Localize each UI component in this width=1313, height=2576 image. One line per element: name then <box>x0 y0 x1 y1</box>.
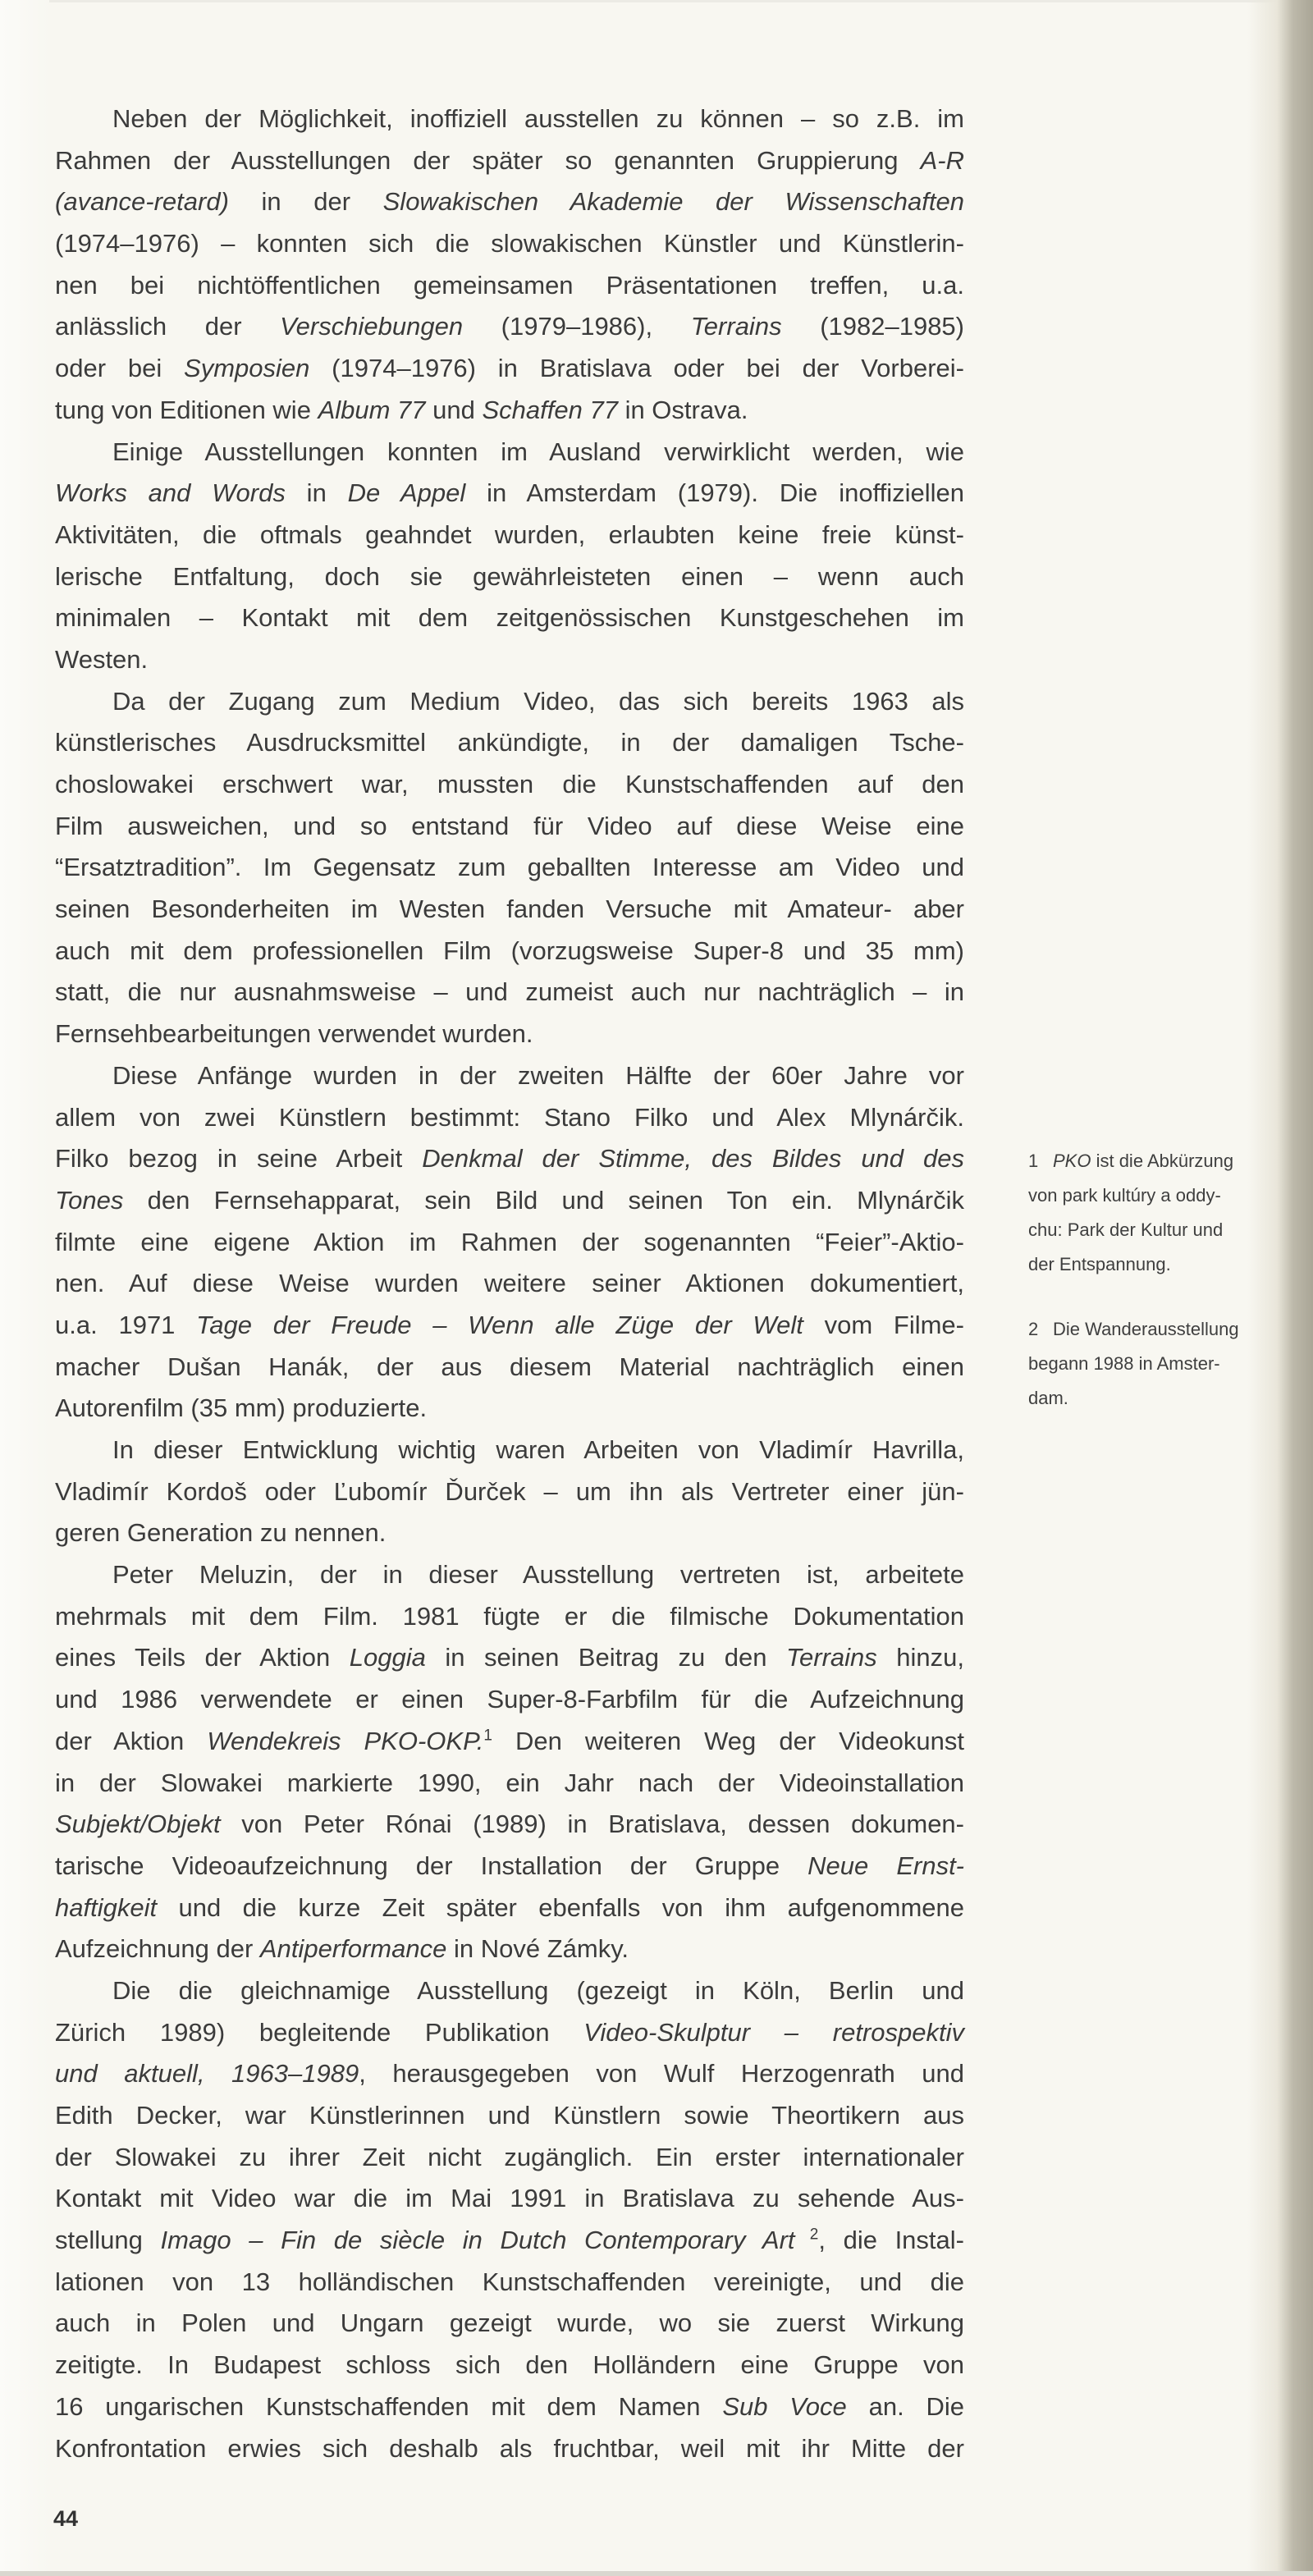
text-line <box>55 98 964 140</box>
text-line <box>55 972 964 1013</box>
text-run: Die Wanderausstellung <box>1053 1319 1239 1339</box>
text-run: mehrmals mit dem Film. 1981 fügte er die filmische Dokumentation <box>55 1601 964 1631</box>
text-run: Aktivitäten, die oftmals geahndet wurden, erlaubten keine freie künst- <box>55 519 964 549</box>
italic-text-run: Schaffen 77 <box>482 395 618 424</box>
text-run: in der Slowakei markierte 1990, ein Jahr nach der Videoinstallation <box>55 1768 964 1797</box>
italic-text-run: Works and Words <box>55 478 286 508</box>
paragraph <box>55 1430 964 1554</box>
text-run: (1979–1986), <box>463 312 691 341</box>
text-line <box>55 223 964 265</box>
italic-text-run: Tage der Freude – Wenn alle Züge der Welt <box>196 1310 803 1339</box>
text-run: in Nové Zámky. <box>446 1934 629 1964</box>
footnote-line <box>1028 1213 1291 1247</box>
text-line <box>55 2053 964 2095</box>
footnote-line <box>1028 1312 1291 1347</box>
text-line <box>55 1180 964 1222</box>
text-line <box>55 1138 964 1180</box>
text-run: 16 ungarischen Kunstschaffenden mit dem Namen <box>55 2391 723 2421</box>
text-run: filmte eine eigene Aktion im Rahmen der sogenannten “Feier”-Aktio- <box>55 1227 964 1256</box>
text-line <box>55 1804 964 1846</box>
italic-text-run: Video-Skulptur – retrospektiv <box>583 2017 964 2047</box>
italic-text-run: (avance-retard) <box>55 187 229 217</box>
italic-text-run: Denkmal der Stimme, des Bildes und des <box>422 1144 964 1174</box>
text-run: lerische Entfaltung, doch sie gewährleisteten einen – wenn auch <box>55 561 964 591</box>
text-line <box>55 515 964 556</box>
text-run: Einige Ausstellungen konnten im Ausland verwirklicht werden, wie <box>112 437 964 466</box>
text-run: Fernsehbearbeitungen verwendet wurden. <box>55 1019 533 1049</box>
text-line <box>55 265 964 307</box>
footnote-number: 1 <box>1028 1151 1039 1171</box>
text-line <box>55 1471 964 1513</box>
text-run: in Ostrava. <box>617 395 748 424</box>
text-line <box>55 764 964 806</box>
footnote-line <box>1028 1247 1291 1282</box>
text-run: von Peter Rónai (1989) in Bratislava, dessen dokumen- <box>220 1810 964 1839</box>
text-line <box>55 1970 964 2012</box>
text-line <box>55 1679 964 1721</box>
text-line <box>55 597 964 639</box>
text-line <box>55 847 964 889</box>
text-line <box>55 1637 964 1679</box>
italic-text-run: Loggia <box>349 1643 426 1672</box>
italic-text-run: Sub Voce <box>722 2391 847 2421</box>
text-run: in seinen Beitrag zu den <box>425 1643 786 1672</box>
footnote-line <box>1028 1178 1291 1213</box>
footnote-reference: 2 <box>794 2226 819 2244</box>
italic-text-run: A-R <box>920 145 964 175</box>
text-line <box>55 681 964 723</box>
text-run: Westen. <box>55 644 149 674</box>
text-line <box>55 556 964 598</box>
text-line <box>55 1347 964 1389</box>
text-run: tarische Videoaufzeichnung der Installation der Gruppe <box>55 1851 808 1880</box>
text-line <box>55 1263 964 1305</box>
footnote-line <box>1028 1347 1291 1381</box>
text-run: anlässlich der <box>55 312 281 341</box>
text-run: minimalen – Kontakt mit dem zeitgenössischen Kunstgeschehen im <box>55 603 964 633</box>
text-run: Peter Meluzin, der in dieser Ausstellung vertreten ist, arbeitete <box>112 1560 964 1590</box>
text-run: choslowakei erschwert war, mussten die Kunstschaffenden auf den <box>55 770 964 798</box>
text-run: Rahmen der Ausstellungen der später so genannten Gruppierung <box>55 145 921 175</box>
text-line <box>55 889 964 931</box>
text-line <box>55 2137 964 2179</box>
text-run: nen. Auf diese Weise wurden weitere seiner Aktionen dokumentiert, <box>55 1269 964 1298</box>
text-line <box>55 1554 964 1596</box>
text-run: Da der Zugang zum Medium Video, das sich bereits 1963 als <box>112 686 964 716</box>
text-run: Diese Anfänge wurden in der zweiten Hälfte der 60er Jahre vor <box>112 1060 964 1090</box>
paragraph <box>55 1970 964 2469</box>
italic-text-run: Neue Ernst- <box>807 1851 964 1880</box>
paragraph <box>55 98 964 432</box>
text-line <box>55 1430 964 1471</box>
footnote-line <box>1028 1381 1291 1416</box>
text-run: in <box>285 478 348 508</box>
text-run: und die kurze Zeit später ebenfalls von ihm aufgenommene <box>157 1892 964 1922</box>
italic-text-run: Subjekt/Objekt <box>55 1810 221 1839</box>
text-line <box>55 2012 964 2054</box>
text-line <box>55 2345 964 2386</box>
text-line <box>55 2095 964 2137</box>
footnote-line <box>1028 1144 1291 1178</box>
text-line <box>55 1388 964 1430</box>
text-run: geren Generation zu nennen. <box>55 1518 387 1548</box>
text-run: Neben der Möglichkeit, inoffiziell ausstellen zu können – so z.B. im <box>112 104 964 133</box>
text-line <box>55 390 964 432</box>
text-run: und <box>425 395 483 424</box>
text-line <box>55 348 964 390</box>
text-run: von park kultúry a oddy- <box>1028 1185 1221 1206</box>
text-run: der Aktion <box>55 1726 208 1755</box>
text-run: Kontakt mit Video war die im Mai 1991 in Bratislava zu sehende Aus- <box>55 2184 964 2213</box>
text-line <box>55 1763 964 1805</box>
page-bottom-edge <box>0 2571 1313 2576</box>
paragraph <box>55 432 964 681</box>
text-run: Filko bezog in seine Arbeit <box>55 1144 423 1174</box>
text-run: Aufzeichnung der <box>55 1934 260 1964</box>
text-run: auch mit dem professionellen Film (vorzugsweise Super-8 und 35 mm) <box>55 936 964 965</box>
text-run: u.a. 1971 <box>55 1310 197 1339</box>
paragraph <box>55 1055 964 1430</box>
footnote <box>1028 1312 1291 1416</box>
text-run: in Amsterdam (1979). Die inoffiziellen <box>465 478 964 508</box>
text-run: Die die gleichnamige Ausstellung (gezeigt in Köln, Berlin und <box>112 1975 964 2005</box>
page-number: 44 <box>53 2506 79 2531</box>
text-run: (1982–1985) <box>781 312 965 341</box>
paragraph <box>55 1554 964 1970</box>
text-run: den Fernsehapparat, sein Bild und seinen Ton ein. Mlynárčik <box>123 1185 964 1215</box>
text-line <box>55 1222 964 1264</box>
text-line <box>55 639 964 681</box>
italic-text-run: Symposien <box>184 354 310 383</box>
text-run: oder bei <box>55 354 185 383</box>
text-run: vom Filme- <box>803 1310 964 1339</box>
italic-text-run: Slowakischen Akademie der Wissenschaften <box>382 187 964 217</box>
text-run: hinzu, <box>876 1643 965 1672</box>
italic-text-run: Terrains <box>785 1643 877 1672</box>
text-line <box>55 1596 964 1638</box>
text-line <box>55 1097 964 1139</box>
text-run: allem von zwei Künstlern bestimmt: Stano Filko und Alex Mlynárčik. <box>55 1102 964 1132</box>
italic-text-run: Album 77 <box>318 395 426 424</box>
text-run: tung von Editionen wie <box>55 395 318 424</box>
text-line <box>55 1055 964 1097</box>
text-line <box>55 1512 964 1554</box>
italic-text-run: Wendekreis PKO-OKP. <box>207 1726 484 1755</box>
italic-text-run: PKO <box>1053 1151 1091 1171</box>
text-run: chu: Park der Kultur und <box>1028 1219 1224 1240</box>
italic-text-run: haftigkeit <box>55 1892 158 1922</box>
text-run: Autorenfilm (35 mm) produzierte. <box>55 1393 428 1423</box>
text-run: macher Dušan Hanák, der aus diesem Material nachträglich einen <box>55 1352 964 1381</box>
text-run: , herausgegeben von Wulf Herzogenrath und <box>359 2059 964 2089</box>
footnote-reference: 1 <box>483 1727 492 1745</box>
text-run: seinen Besonderheiten im Westen fanden Versuche mit Amateur- aber <box>55 895 964 924</box>
footnote <box>1028 1144 1291 1282</box>
text-line <box>55 2220 964 2262</box>
text-run: Film ausweichen, und so entstand für Video auf diese Weise eine <box>55 811 964 840</box>
text-line <box>55 1887 964 1929</box>
text-run: Edith Decker, war Künstlerinnen und Künstlern sowie Theortikern aus <box>55 2101 964 2130</box>
text-run: begann 1988 in Amster- <box>1028 1353 1220 1374</box>
italic-text-run: Imago – Fin de siècle in Dutch Contemporary Art <box>160 2226 795 2255</box>
text-run: (1974–1976) – konnten sich die slowakischen Künstler und Künstlerin- <box>55 229 964 259</box>
text-line <box>55 2262 964 2304</box>
text-run: Konfrontation erwies sich deshalb als fruchtbar, weil mit ihr Mitte der <box>55 2433 964 2463</box>
text-run: Den weiteren Weg der Videokunst <box>492 1726 964 1755</box>
text-run: Vladimír Kordoš oder Ľubomír Ďurček – um ihn als Vertreter einer jün- <box>55 1476 964 1506</box>
text-run: ist die Abkürzung <box>1091 1151 1234 1171</box>
page-top-edge <box>0 0 1313 2</box>
text-line <box>55 2303 964 2345</box>
text-run: dam. <box>1028 1388 1068 1408</box>
text-run: “Ersatztradition”. Im Gegensatz zum geballten Interesse am Video und <box>55 853 964 882</box>
text-line <box>55 931 964 972</box>
italic-text-run: Antiperformance <box>259 1934 447 1964</box>
text-run: Zürich 1989) begleitende Publikation <box>55 2017 584 2047</box>
text-run: stellung <box>55 2226 161 2255</box>
text-line <box>55 806 964 848</box>
text-run: (1974–1976) in Bratislava oder bei der Vorberei- <box>309 354 964 383</box>
text-run: In dieser Entwicklung wichtig waren Arbeiten von Vladimír Havrilla, <box>112 1435 964 1464</box>
main-text-column <box>55 98 964 2469</box>
text-line <box>55 140 964 182</box>
text-run: eines Teils der Aktion <box>55 1643 350 1672</box>
text-run: statt, die nur ausnahmsweise – und zumeist auch nur nachträglich – in <box>55 977 964 1007</box>
text-line <box>55 1929 964 1970</box>
italic-text-run: Verschiebungen <box>280 312 464 341</box>
text-line <box>55 473 964 515</box>
text-run: der Entspannung. <box>1028 1254 1171 1274</box>
text-run: auch in Polen und Ungarn gezeigt wurde, wo sie zuerst Wirkung <box>55 2308 964 2338</box>
italic-text-run: Terrains <box>690 312 782 341</box>
text-line <box>55 1721 964 1763</box>
page-left-margin <box>0 0 49 2576</box>
text-run: der Slowakei zu ihrer Zeit nicht zugänglich. Ein erster internationaler <box>55 2142 964 2171</box>
text-run: , die Instal- <box>818 2226 964 2255</box>
footnote-number: 2 <box>1028 1319 1039 1339</box>
text-run: zeitigte. In Budapest schloss sich den Holländern eine Gruppe von <box>55 2350 964 2380</box>
text-line <box>55 181 964 223</box>
text-line <box>55 1305 964 1347</box>
text-line <box>55 1013 964 1055</box>
text-line <box>55 722 964 764</box>
footnotes-column <box>1028 1144 1291 1416</box>
italic-text-run: Tones <box>55 1185 124 1215</box>
text-run: und 1986 verwendete er einen Super-8-Farbfilm für die Aufzeichnung <box>55 1685 964 1714</box>
text-run: an. Die <box>846 2391 964 2421</box>
text-line <box>55 2386 964 2428</box>
text-line <box>55 432 964 474</box>
text-run: künstlerisches Ausdrucksmittel ankündigte, in der damaligen Tsche- <box>55 728 964 757</box>
text-line <box>55 306 964 348</box>
italic-text-run: und aktuell, 1963–1989 <box>55 2059 359 2089</box>
text-run: nen bei nichtöffentlichen gemeinsamen Präsentationen treffen, u.a. <box>55 270 964 300</box>
text-run: lationen von 13 holländischen Kunstschaffenden vereinigte, und die <box>55 2267 964 2296</box>
text-line <box>55 2428 964 2470</box>
paragraph <box>55 681 964 1055</box>
text-run: in der <box>228 187 383 217</box>
text-line <box>55 1846 964 1887</box>
text-line <box>55 2178 964 2220</box>
italic-text-run: De Appel <box>347 478 466 508</box>
